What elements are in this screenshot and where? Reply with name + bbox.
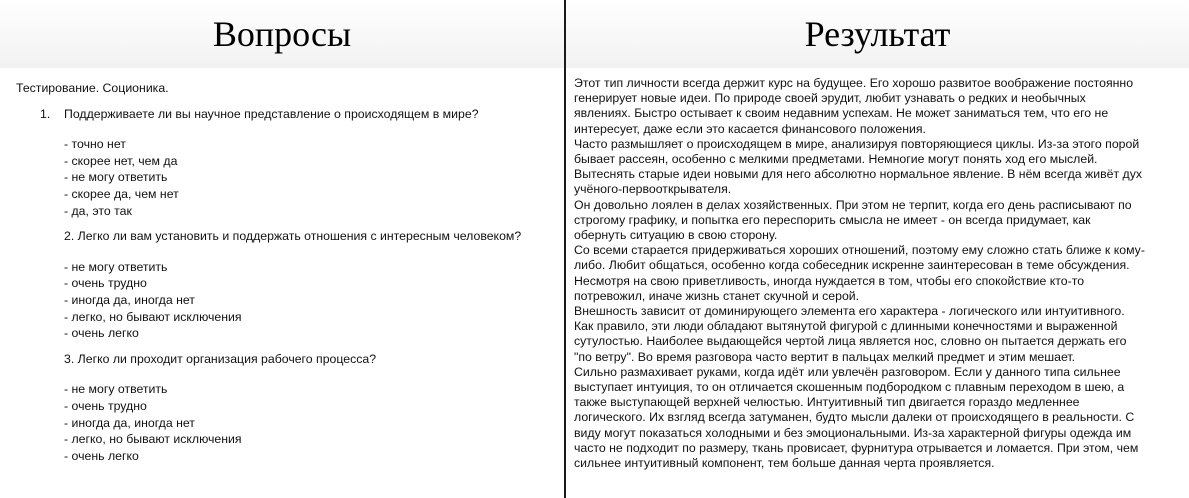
result-line: Часто размышляет о происходящем в мире, анализируя повторяющиеся циклы. Из-за этого порой [574,136,1140,151]
result-header: Результат [566,0,1189,68]
questions-header: Вопросы [0,0,564,68]
result-line: Внешность зависит от доминирующего элемента его характера - логического или интуитивного. [574,304,1125,319]
result-line: "по ветру". Во время разговора часто вертит в пальцах мелкий предмет и этим мешает. [574,349,1076,364]
answer-option: - точно нет [64,137,126,152]
answer-option: - иногда да, иногда нет [64,415,195,430]
result-line: Он довольно лоялен в делах хозяйственных. При этом не терпит, когда его день расписывают по [574,197,1132,212]
result-line: часто не подходит по размеру, ткань провисает, фурнитура отрывается и ломается. При этом, чем [574,440,1139,455]
result-line: бывает рассеян, особенно с мелкими предметами. Немногие могут понять ход его мыслей. [574,152,1098,167]
answer-option: - очень легко [64,326,139,341]
result-line: сильнее интуитивный компонент, тем больше данная черта проявляется. [574,456,995,471]
question-2-options [16,259,564,342]
answer-option: - очень трудно [64,398,147,413]
answer-option: - да, это так [64,203,132,218]
result-line: либо. Любит общаться, особенно когда собеседник искренне заинтересован в теме обсуждения. [574,258,1130,273]
question-2-title: 2. Легко ли вам установить и поддержать отношения с интересным человеком? [64,229,522,244]
answer-option: - легко, но бывают исключения [64,432,242,447]
result-line: сутулостью. Наиболее выдающейся чертой лица является нос, словно он пытается держать его [574,334,1127,349]
result-line: виду могут показаться холодными и без эмоциональными. Из-за характерной фигуры одежда им [574,425,1132,440]
answer-option: - легко, но бывают исключения [64,309,242,324]
questions-body [0,68,564,464]
result-line: учёного-первооткрывателя. [574,182,732,197]
result-line: интересует, даже если это касается финансового положения. [574,121,926,136]
result-line: Этот тип личности всегда держит курс на будущее. Его хорошо развитое воображение постоянно [574,76,1134,90]
answer-option: - скорее да, чем нет [64,186,179,201]
answer-option: - не могу ответить [64,259,168,274]
test-title: Тестирование. Соционика. [16,81,169,95]
result-line: логического. Их взгляд всегда затуманен, будто мысли далеки от происходящего в реальности. С [574,410,1135,425]
question-3-title: 3. Легко ли проходит организация рабочего процесса? [64,351,377,366]
answer-option: - очень легко [64,448,139,463]
answer-option: - не могу ответить [64,382,168,397]
result-line: обернуть ситуацию в свою сторону. [574,228,778,243]
question-1-title [16,106,564,123]
answer-option: - иногда да, иногда нет [64,292,195,307]
questions-panel [0,0,564,498]
result-line: Сильно размахивает руками, когда идёт или увлечён разговором. Если у данного типа сильнее [574,364,1121,379]
result-line: генерирует новые идеи. По природе своей эрудит, любит узнавать о редких и необычных [574,91,1086,106]
result-panel [566,0,1189,498]
result-line: потревожил, иначе жизнь станет скучной и серой. [574,288,860,303]
answer-option: - скорее нет, чем да [64,153,178,168]
question-1-number: 1. [40,106,51,121]
result-line: Вытеснять старые идеи новыми для него абсолютно нормальное явление. В нём всегда живёт дух [574,167,1143,182]
question-1-text: Поддерживаете ли вы научное представление о происходящем в мире? [64,106,479,121]
result-line: явлениях. Быстро остывает к своим недавним успехам. Не может заниматься тем, что его не [574,106,1109,121]
question-1-options [16,136,564,219]
question-3-options [16,381,564,464]
result-line: Как правило, эти люди обладают вытянутой фигурой с длинными конечностями и выраженной [574,319,1118,334]
result-line: строгому графику, и попытка его переспорить смысла не имеет - он всегда придумает, как [574,212,1091,227]
result-line: выступает интуиция, то он отличается скошенным подбородком с плавным переходом в шею, а [574,380,1125,395]
result-line: Несмотря на свою приветливость, иногда нуждается в том, чтобы его спокойствие кто-то [574,273,1085,288]
result-line: также выступающей верхней челюстью. Интуитивный тип двигается гораздо медленнее [574,395,1080,410]
answer-option: - очень трудно [64,276,147,291]
result-line: Со всеми старается придерживаться хороших отношений, поэтому ему сложно стать ближе к кому- [574,243,1145,258]
answer-option: - не могу ответить [64,170,168,185]
result-text [566,68,1189,471]
